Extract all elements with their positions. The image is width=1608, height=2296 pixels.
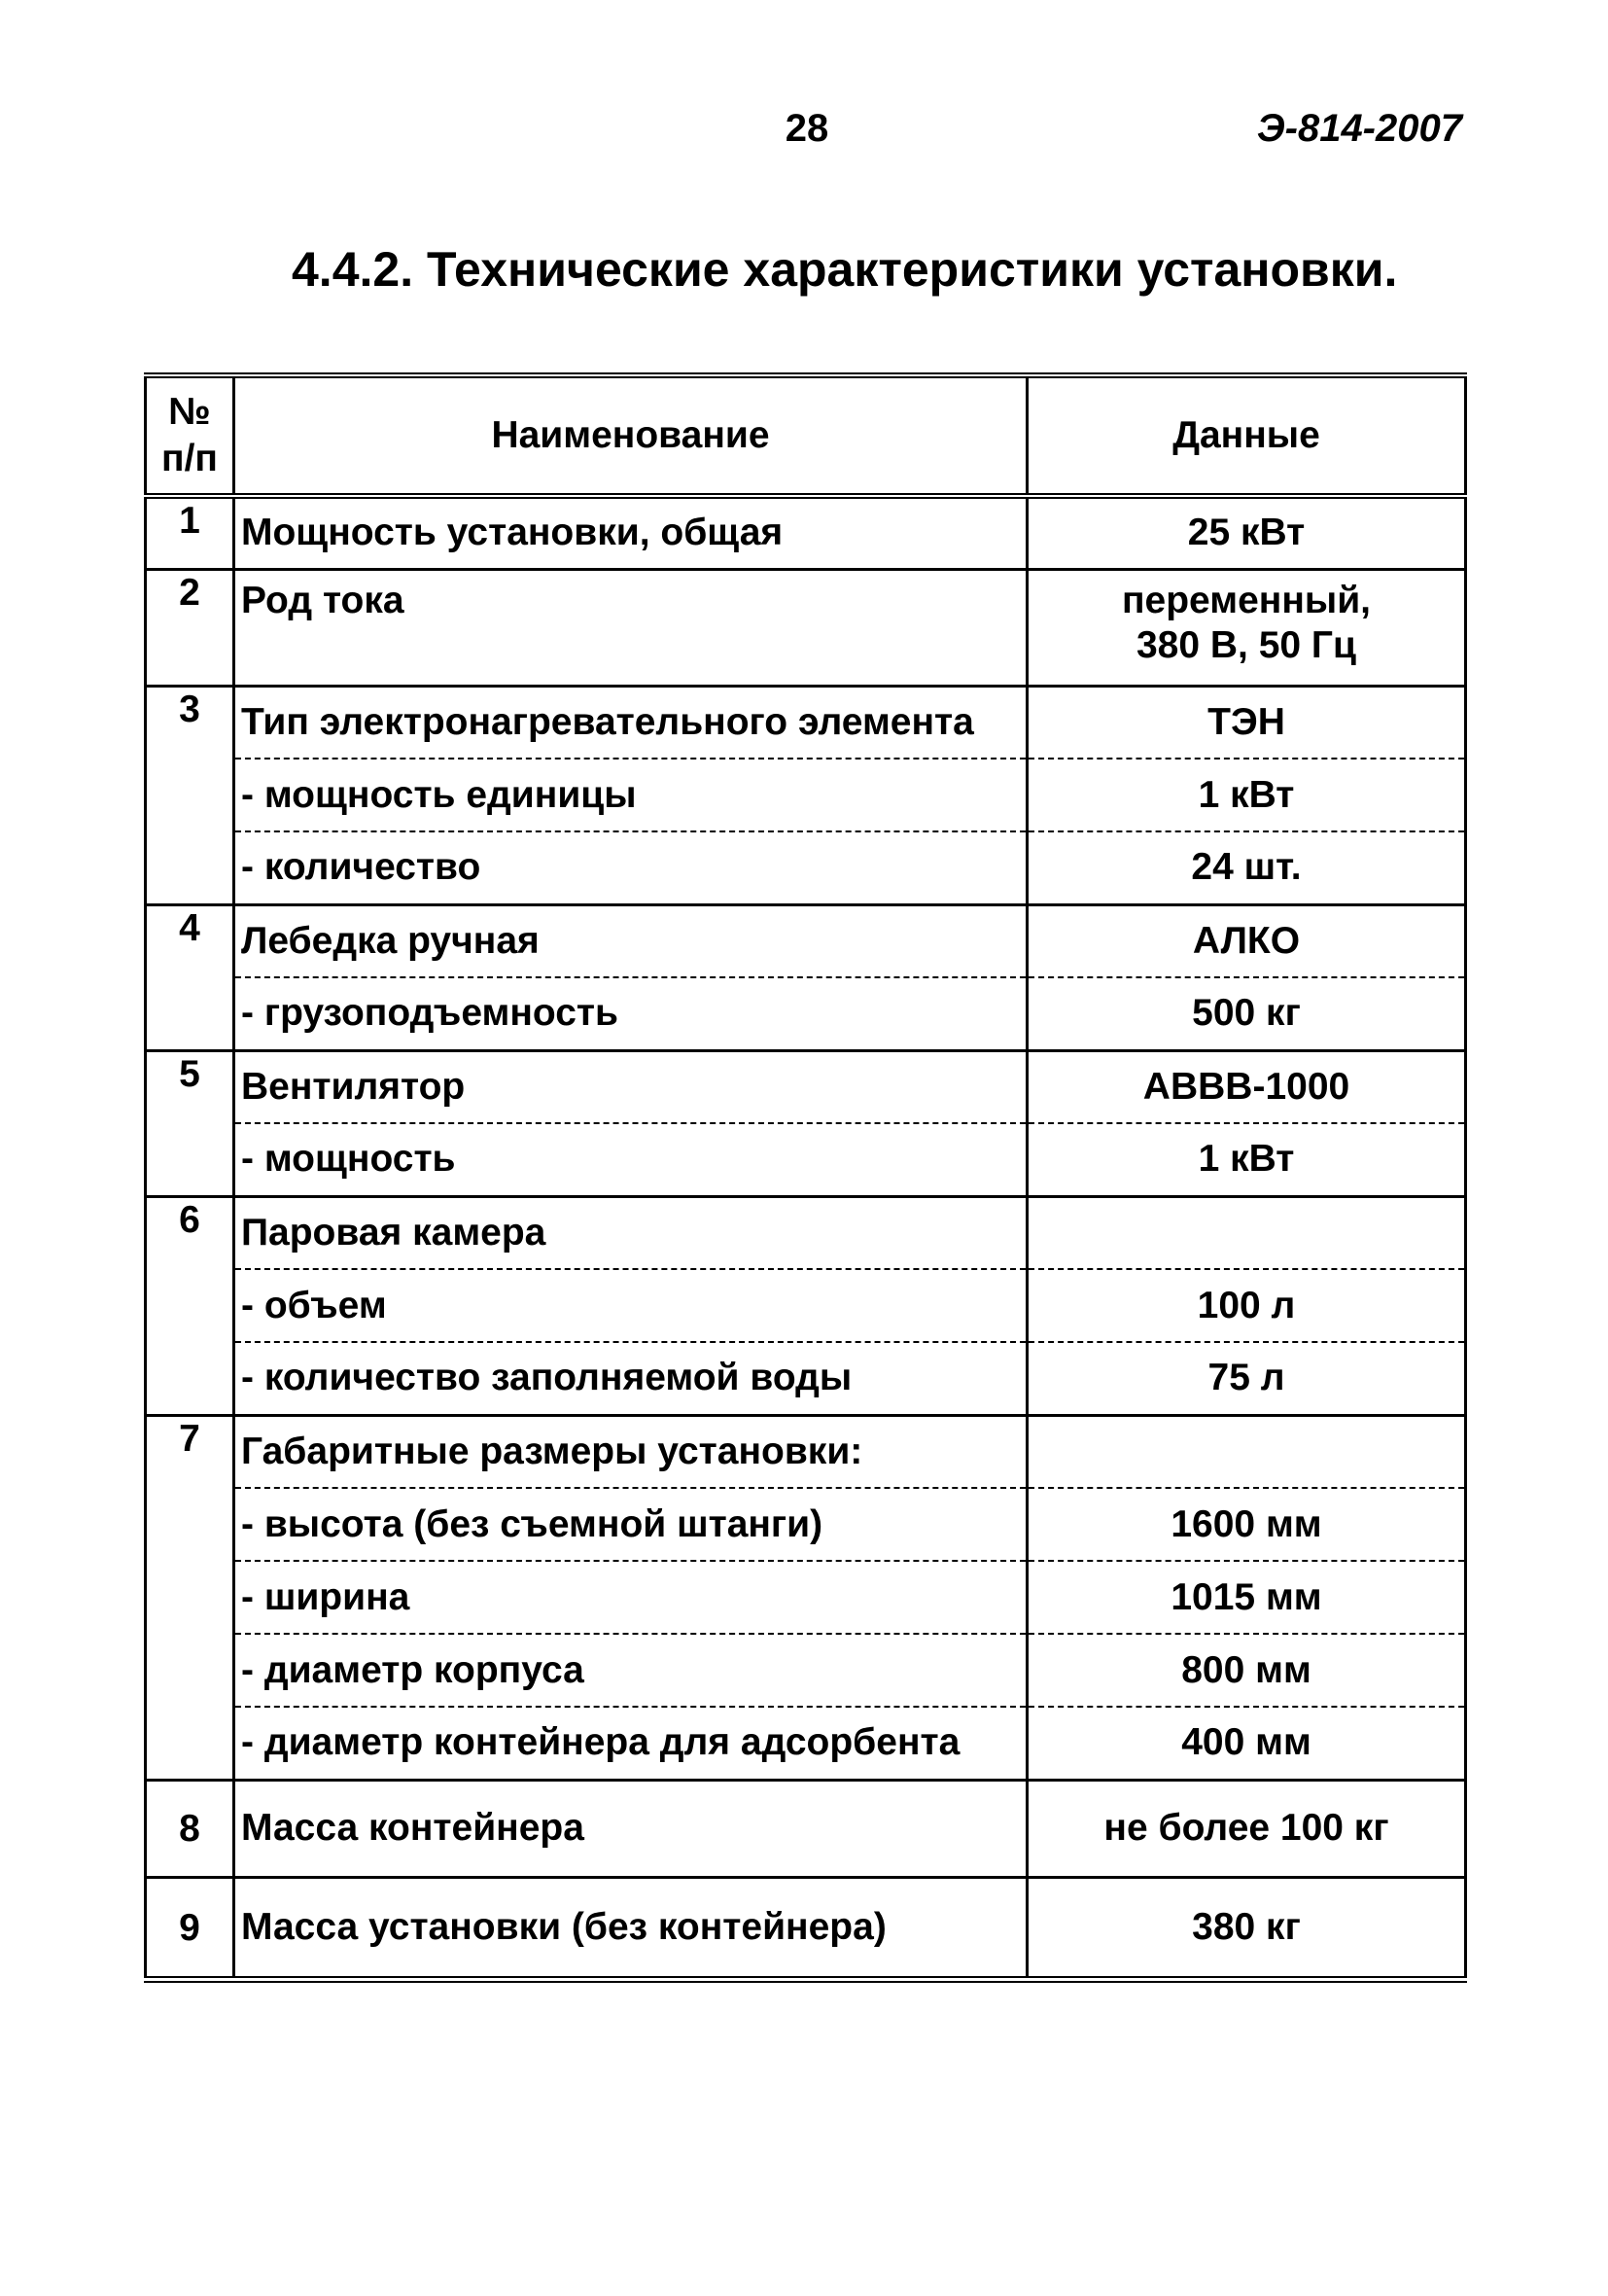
- specifications-table: [144, 372, 1467, 1983]
- row-number: 2: [146, 569, 234, 686]
- row-name: Мощность установки, общая: [234, 496, 1028, 569]
- table-row: [146, 1415, 1466, 1488]
- table-subrow: [146, 977, 1466, 1050]
- row-name: - грузоподъемность: [234, 977, 1028, 1050]
- row-value: [1028, 1415, 1466, 1488]
- page-number: 28: [785, 107, 829, 150]
- header-number-line1: №: [168, 391, 211, 433]
- row-name: Паровая камера: [234, 1196, 1028, 1269]
- row-value: ТЭН: [1028, 686, 1466, 759]
- row-value: 1015 мм: [1028, 1561, 1466, 1634]
- row-name: - ширина: [234, 1561, 1028, 1634]
- table-subrow: [146, 1634, 1466, 1707]
- row-value: 100 л: [1028, 1269, 1466, 1342]
- table-subrow: [146, 1488, 1466, 1561]
- row-name: Род тока: [234, 569, 1028, 686]
- row-number: 5: [146, 1050, 234, 1196]
- row-name: Габаритные размеры установки:: [234, 1415, 1028, 1488]
- row-name: Вентилятор: [234, 1050, 1028, 1123]
- table-subrow: [146, 1561, 1466, 1634]
- row-number: 1: [146, 496, 234, 569]
- row-value: 25 кВт: [1028, 496, 1466, 569]
- row-number: 9: [146, 1877, 234, 1979]
- header-number: [146, 375, 234, 496]
- row-name: - мощность единицы: [234, 759, 1028, 831]
- row-value: 500 кг: [1028, 977, 1466, 1050]
- table-subrow: [146, 759, 1466, 831]
- row-name: - количество заполняемой воды: [234, 1342, 1028, 1415]
- row-name: Масса установки (без контейнера): [234, 1877, 1028, 1979]
- row-value: 24 шт.: [1028, 831, 1466, 904]
- row-value: [1028, 1196, 1466, 1269]
- row-value: 1600 мм: [1028, 1488, 1466, 1561]
- row-name: - диаметр контейнера для адсорбента: [234, 1707, 1028, 1780]
- row-name: Масса контейнера: [234, 1780, 1028, 1877]
- row-name: - количество: [234, 831, 1028, 904]
- row-value: 1 кВт: [1028, 759, 1466, 831]
- table-row: [146, 686, 1466, 759]
- table-subrow: [146, 831, 1466, 904]
- row-value: [1028, 569, 1466, 686]
- table-row: [146, 569, 1466, 686]
- row-name: - диаметр корпуса: [234, 1634, 1028, 1707]
- table-row: [146, 904, 1466, 977]
- header-value: Данные: [1028, 375, 1466, 496]
- row-number: 3: [146, 686, 234, 904]
- table-header-row: [146, 375, 1466, 496]
- row-number: 8: [146, 1780, 234, 1877]
- table-row: [146, 1050, 1466, 1123]
- row-number: 4: [146, 904, 234, 1050]
- row-name: Лебедка ручная: [234, 904, 1028, 977]
- row-number: 7: [146, 1415, 234, 1780]
- table-row: [146, 496, 1466, 569]
- row-value-line2: 380 В, 50 Гц: [1136, 623, 1357, 666]
- section-title: 4.4.2. Технические характеристики установки.: [292, 242, 1398, 297]
- row-name: - объем: [234, 1269, 1028, 1342]
- row-value: не более 100 кг: [1028, 1780, 1466, 1877]
- row-number: 6: [146, 1196, 234, 1415]
- document-code: Э-814-2007: [1256, 107, 1462, 150]
- table-row: [146, 1196, 1466, 1269]
- table-row: [146, 1877, 1466, 1979]
- row-name: - мощность: [234, 1123, 1028, 1196]
- row-value: 380 кг: [1028, 1877, 1466, 1979]
- row-value-line1: переменный,: [1121, 579, 1371, 621]
- row-name: - высота (без съемной штанги): [234, 1488, 1028, 1561]
- header-name: Наименование: [234, 375, 1028, 496]
- row-value: 1 кВт: [1028, 1123, 1466, 1196]
- table-subrow: [146, 1707, 1466, 1780]
- row-value: 800 мм: [1028, 1634, 1466, 1707]
- table-subrow: [146, 1123, 1466, 1196]
- row-value: 400 мм: [1028, 1707, 1466, 1780]
- row-name: Тип электронагревательного элемента: [234, 686, 1028, 759]
- header-number-line2: п/п: [161, 438, 218, 479]
- row-value: АВВВ-1000: [1028, 1050, 1466, 1123]
- row-value: АЛКО: [1028, 904, 1466, 977]
- table-subrow: [146, 1342, 1466, 1415]
- row-value: 75 л: [1028, 1342, 1466, 1415]
- table-subrow: [146, 1269, 1466, 1342]
- table-row: [146, 1780, 1466, 1877]
